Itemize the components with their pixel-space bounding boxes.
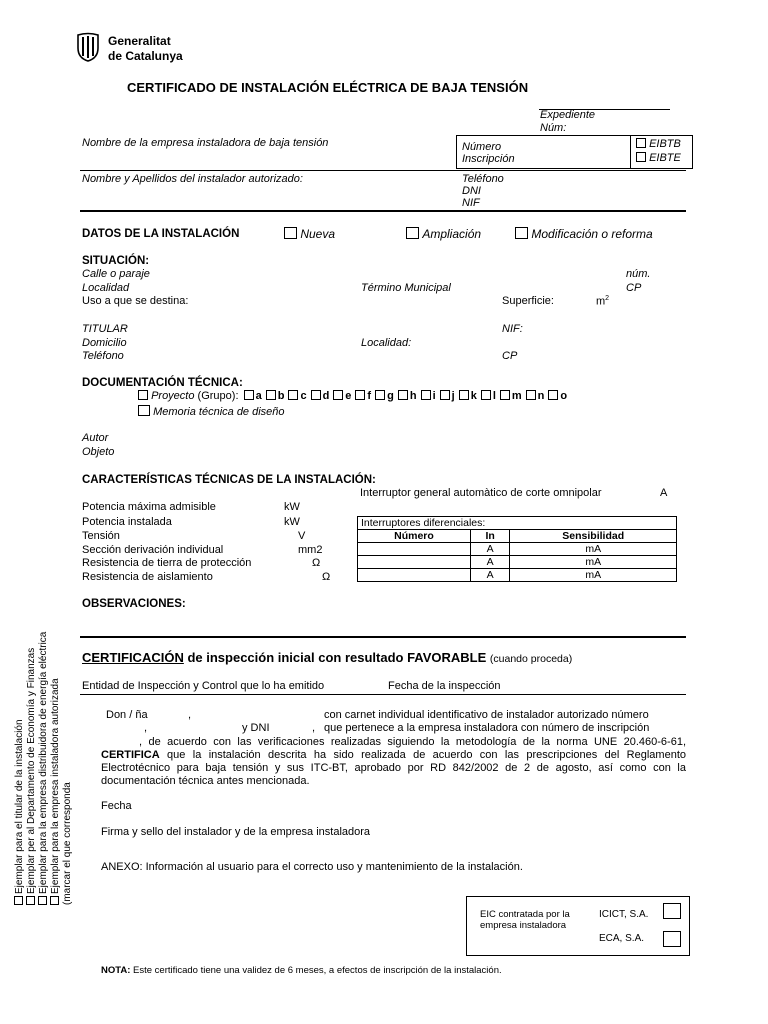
anexo-text: ANEXO: Información al usuario para el correcto uso y mantenimiento de la instalación. xyxy=(101,861,523,873)
grupo-g-label: g xyxy=(387,390,394,402)
aislamiento-label: Resistencia de aislamiento xyxy=(82,571,213,583)
grupo-a-checkbox[interactable] xyxy=(244,390,254,400)
empresa-inscripcion-text: que pertenece a la empresa instaladora con número de inscripción xyxy=(324,722,650,734)
empresa-separator xyxy=(80,170,686,171)
certifica-paragraph xyxy=(101,736,686,788)
nota-text: Este certificado tiene una validez de 6 meses, a efectos de inscripción de la instalación. xyxy=(130,965,502,976)
para-rest: que la instalación descrita ha sido realizada de acuerdo con las prescripciones del Reglamento Electrotécnico para baja tensión y sus ITC-BT, aprobado por RD 842/2002 de 2 de agosto, así como con la documentación técnica antes mencionada. xyxy=(101,749,686,787)
grupo-b-checkbox[interactable] xyxy=(266,390,276,400)
eibtb-checkbox[interactable] xyxy=(636,138,646,148)
table-row xyxy=(358,556,677,569)
domicilio-label: Domicilio xyxy=(82,337,127,349)
ejemplar-label: Ejemplar para la empresa distribuidora de energía eléctrica xyxy=(38,631,49,894)
potencia-max-label: Potencia máxima admisible xyxy=(82,501,216,513)
grupo-f-checkbox[interactable] xyxy=(355,390,365,400)
certificacion-heading-u: CERTIFICACIÓN xyxy=(82,650,184,665)
empresa-nombre-label: Nombre de la empresa instaladora de baja tensión xyxy=(82,137,329,149)
grupo-k-checkbox[interactable] xyxy=(459,390,469,400)
calle-label: Calle o paraje xyxy=(82,268,150,280)
eibtb-label: EIBTB xyxy=(649,138,681,150)
grupo-l-label: l xyxy=(492,390,496,402)
certificacion-note: (cuando proceda) xyxy=(489,653,573,665)
eibte-label: EIBTE xyxy=(649,152,681,164)
m2-unit xyxy=(596,295,609,308)
proyecto-row xyxy=(138,390,571,402)
eibtb-option[interactable] xyxy=(636,138,681,151)
proyecto-label: Proyecto xyxy=(151,390,195,402)
instalador-nombre-label: Nombre y Apellidos del instalador autorizado: xyxy=(82,173,303,185)
eca-label: ECA, S.A. xyxy=(599,933,645,944)
ejemplar-checkbox[interactable] xyxy=(50,896,59,905)
titular-label: TITULAR xyxy=(82,323,128,335)
eic-label: EIC contratada por la empresa instaladora xyxy=(480,909,570,931)
interruptor-general-unit: A xyxy=(660,487,668,499)
seccion-unit: mm2 xyxy=(298,544,323,556)
col-numero: Número xyxy=(358,530,471,543)
ejemplar-instaladora[interactable] xyxy=(50,635,62,905)
potencia-inst-label: Potencia instalada xyxy=(82,516,172,528)
observaciones-heading: OBSERVACIONES: xyxy=(82,598,186,610)
grupo-j-checkbox[interactable] xyxy=(440,390,450,400)
grupo-letters xyxy=(242,390,572,402)
memoria-option[interactable] xyxy=(138,405,285,419)
potencia-max-unit: kW xyxy=(284,501,300,513)
col-in: In xyxy=(470,530,510,543)
modificacion-label: Modificación o reforma xyxy=(531,227,653,241)
grupo-k-label: k xyxy=(470,390,477,402)
grupo-c-checkbox[interactable] xyxy=(288,390,298,400)
grupo-g-checkbox[interactable] xyxy=(375,390,385,400)
eibte-checkbox[interactable] xyxy=(636,152,646,162)
grupo-j-label: j xyxy=(451,390,455,402)
ampliacion-label: Ampliación xyxy=(422,227,482,241)
grupo-l-checkbox[interactable] xyxy=(481,390,491,400)
memoria-checkbox[interactable] xyxy=(138,405,150,416)
tension-label: Tensión xyxy=(82,530,120,542)
fecha-inspeccion-label: Fecha de la inspección xyxy=(388,680,501,692)
table-row xyxy=(358,569,677,582)
nueva-label: Nueva xyxy=(300,227,336,241)
fecha-label: Fecha xyxy=(101,800,132,812)
inscripcion-divider xyxy=(630,135,631,169)
generalitat-logo xyxy=(76,32,100,62)
expediente-label: Expediente xyxy=(540,109,596,121)
eca-checkbox[interactable] xyxy=(663,931,681,947)
entidad-rule xyxy=(80,694,686,695)
eibte-option[interactable] xyxy=(636,152,681,165)
expediente-num-label: Núm: xyxy=(540,122,567,134)
ejemplar-label: Ejemplar para la empresa instaladora autorizada xyxy=(50,678,61,894)
firma-label: Firma y sello del instalador y de la empresa instaladora xyxy=(101,826,371,838)
certificacion-heading xyxy=(82,651,572,666)
termino-label: Término Municipal xyxy=(361,282,451,294)
ejemplar-note: (marcar el que corresponda xyxy=(62,782,73,905)
proyecto-checkbox[interactable] xyxy=(138,390,148,400)
grupo-f-label: f xyxy=(367,390,372,402)
instalador-dni-label: DNI xyxy=(462,185,481,197)
numero-cell[interactable] xyxy=(358,569,471,582)
certificacion-heading-rest: de inspección inicial con resultado FAVORABLE xyxy=(183,650,487,665)
superficie-label: Superficie: xyxy=(502,295,554,307)
ampliacion-option[interactable] xyxy=(406,227,481,242)
grupo-n-label: n xyxy=(537,390,545,402)
don-label: Don / ña xyxy=(106,709,148,721)
grupo-m-label: m xyxy=(511,390,522,402)
ejemplar-label: Ejemplar para el titular de la instalación xyxy=(14,719,25,894)
titular-localidad-label: Localidad: xyxy=(361,337,412,349)
instalador-nif-label: NIF xyxy=(462,197,480,209)
ejemplares-sidebar xyxy=(14,631,74,905)
numero-label: Número xyxy=(462,141,502,153)
grupo-e-label: e xyxy=(345,390,352,402)
m2-superscript: 2 xyxy=(605,295,610,302)
numero-cell[interactable] xyxy=(358,543,471,556)
entidad-label: Entidad de Inspección y Control que lo ha emitido xyxy=(82,680,325,692)
eic-box xyxy=(466,896,690,956)
m2-unit-text: m xyxy=(596,295,606,308)
tension-unit: V xyxy=(298,530,306,542)
numero-cell[interactable] xyxy=(358,556,471,569)
aislamiento-unit: Ω xyxy=(322,571,331,583)
in-cell: A xyxy=(470,543,510,556)
cp-label: CP xyxy=(626,282,642,294)
in-cell: A xyxy=(470,569,510,582)
interruptor-general-label: Interruptor general automàtico de corte omnipolar xyxy=(360,487,602,499)
grupo-h-label: h xyxy=(409,390,417,402)
dni-label: y DNI xyxy=(242,722,270,734)
nota-bold: NOTA: xyxy=(101,965,131,976)
sens-cell: mA xyxy=(510,556,677,569)
modificacion-checkbox[interactable] xyxy=(515,227,528,239)
caracteristicas-heading: CARACTERÍSTICAS TÉCNICAS DE LA INSTALACIÓN: xyxy=(82,474,376,486)
memoria-label: Memoria técnica de diseño xyxy=(153,406,285,418)
sens-cell: mA xyxy=(510,543,677,556)
potencia-inst-unit: kW xyxy=(284,516,300,528)
certifica-word: CERTIFICA xyxy=(101,749,160,761)
org-name-line2: de Catalunya xyxy=(108,49,183,63)
grupo-i-label: i xyxy=(432,390,436,402)
ejemplar-distribuidora[interactable] xyxy=(38,631,50,905)
dni-comma: , xyxy=(312,722,316,734)
nueva-option[interactable] xyxy=(284,227,335,242)
tierra-label: Resistencia de tierra de protección xyxy=(82,557,252,569)
ejemplar-checkbox[interactable] xyxy=(26,896,35,905)
grupo-i-checkbox[interactable] xyxy=(421,390,431,400)
para-lead: , de acuerdo con las verificaciones realizadas siguiendo la metodología de la norma UNE 20.460-6-61, xyxy=(139,736,686,748)
seccion-label: Sección derivación individual xyxy=(82,544,224,556)
grupo-d-label: d xyxy=(322,390,330,402)
icict-label: ICICT, S.A. xyxy=(599,909,649,920)
document-title: CERTIFICADO DE INSTALACIÓN ELÉCTRICA DE BAJA TENSIÓN xyxy=(127,80,529,95)
in-cell: A xyxy=(470,556,510,569)
grupo-o-checkbox[interactable] xyxy=(548,390,558,400)
uso-label: Uso a que se destina: xyxy=(82,295,189,307)
documentacion-heading: DOCUMENTACIÓN TÉCNICA: xyxy=(82,377,243,389)
grupo-n-checkbox[interactable] xyxy=(526,390,536,400)
inscripcion-label: Inscripción xyxy=(462,153,515,165)
grupo-a-label: a xyxy=(255,390,262,402)
ampliacion-checkbox[interactable] xyxy=(406,227,419,239)
num-label: núm. xyxy=(626,268,651,280)
grupo-c-label: c xyxy=(300,390,307,402)
section-rule-1 xyxy=(80,210,686,212)
grupo-e-checkbox[interactable] xyxy=(333,390,343,400)
localidad-label: Localidad xyxy=(82,282,130,294)
section-rule-2 xyxy=(80,636,686,638)
titular-cp-label: CP xyxy=(502,350,518,362)
grupo-d-checkbox[interactable] xyxy=(311,390,321,400)
nota xyxy=(101,966,502,977)
modificacion-option[interactable] xyxy=(515,227,653,242)
ejemplar-label: Ejemplar per al Departamento de Economía y Finanzas xyxy=(26,647,37,894)
ejemplar-checkbox[interactable] xyxy=(14,896,23,905)
carnet-text: con carnet individual identificativo de instalador autorizado número xyxy=(324,709,649,721)
diferenciales-title: Interruptores diferenciales: xyxy=(358,517,677,530)
ejemplar-titular[interactable] xyxy=(14,635,26,905)
col-sensibilidad: Sensibilidad xyxy=(510,530,677,543)
grupo-m-checkbox[interactable] xyxy=(500,390,510,400)
org-name-line1: Generalitat xyxy=(108,34,171,48)
autor-label: Autor xyxy=(82,432,109,444)
datos-heading: DATOS DE LA INSTALACIÓN xyxy=(82,228,240,240)
titular-telefono-label: Teléfono xyxy=(82,350,124,362)
sens-cell: mA xyxy=(510,569,677,582)
nueva-checkbox[interactable] xyxy=(284,227,297,239)
grupo-h-checkbox[interactable] xyxy=(398,390,408,400)
instalador-telefono-label: Teléfono xyxy=(462,173,504,185)
table-row xyxy=(358,543,677,556)
grupo-label: (Grupo): xyxy=(197,390,239,402)
icict-checkbox[interactable] xyxy=(663,903,681,919)
objeto-label: Objeto xyxy=(82,446,115,458)
grupo-o-label: o xyxy=(560,390,568,402)
titular-nif-label: NIF: xyxy=(502,323,523,335)
diferenciales-table xyxy=(357,516,677,582)
don-comma: , xyxy=(188,709,192,721)
ejemplar-checkbox[interactable] xyxy=(38,896,47,905)
line2-comma: , xyxy=(144,722,148,734)
tierra-unit: Ω xyxy=(312,557,321,569)
situacion-heading: SITUACIÓN: xyxy=(82,255,150,267)
ejemplar-departamento[interactable] xyxy=(26,635,38,905)
grupo-b-label: b xyxy=(277,390,285,402)
